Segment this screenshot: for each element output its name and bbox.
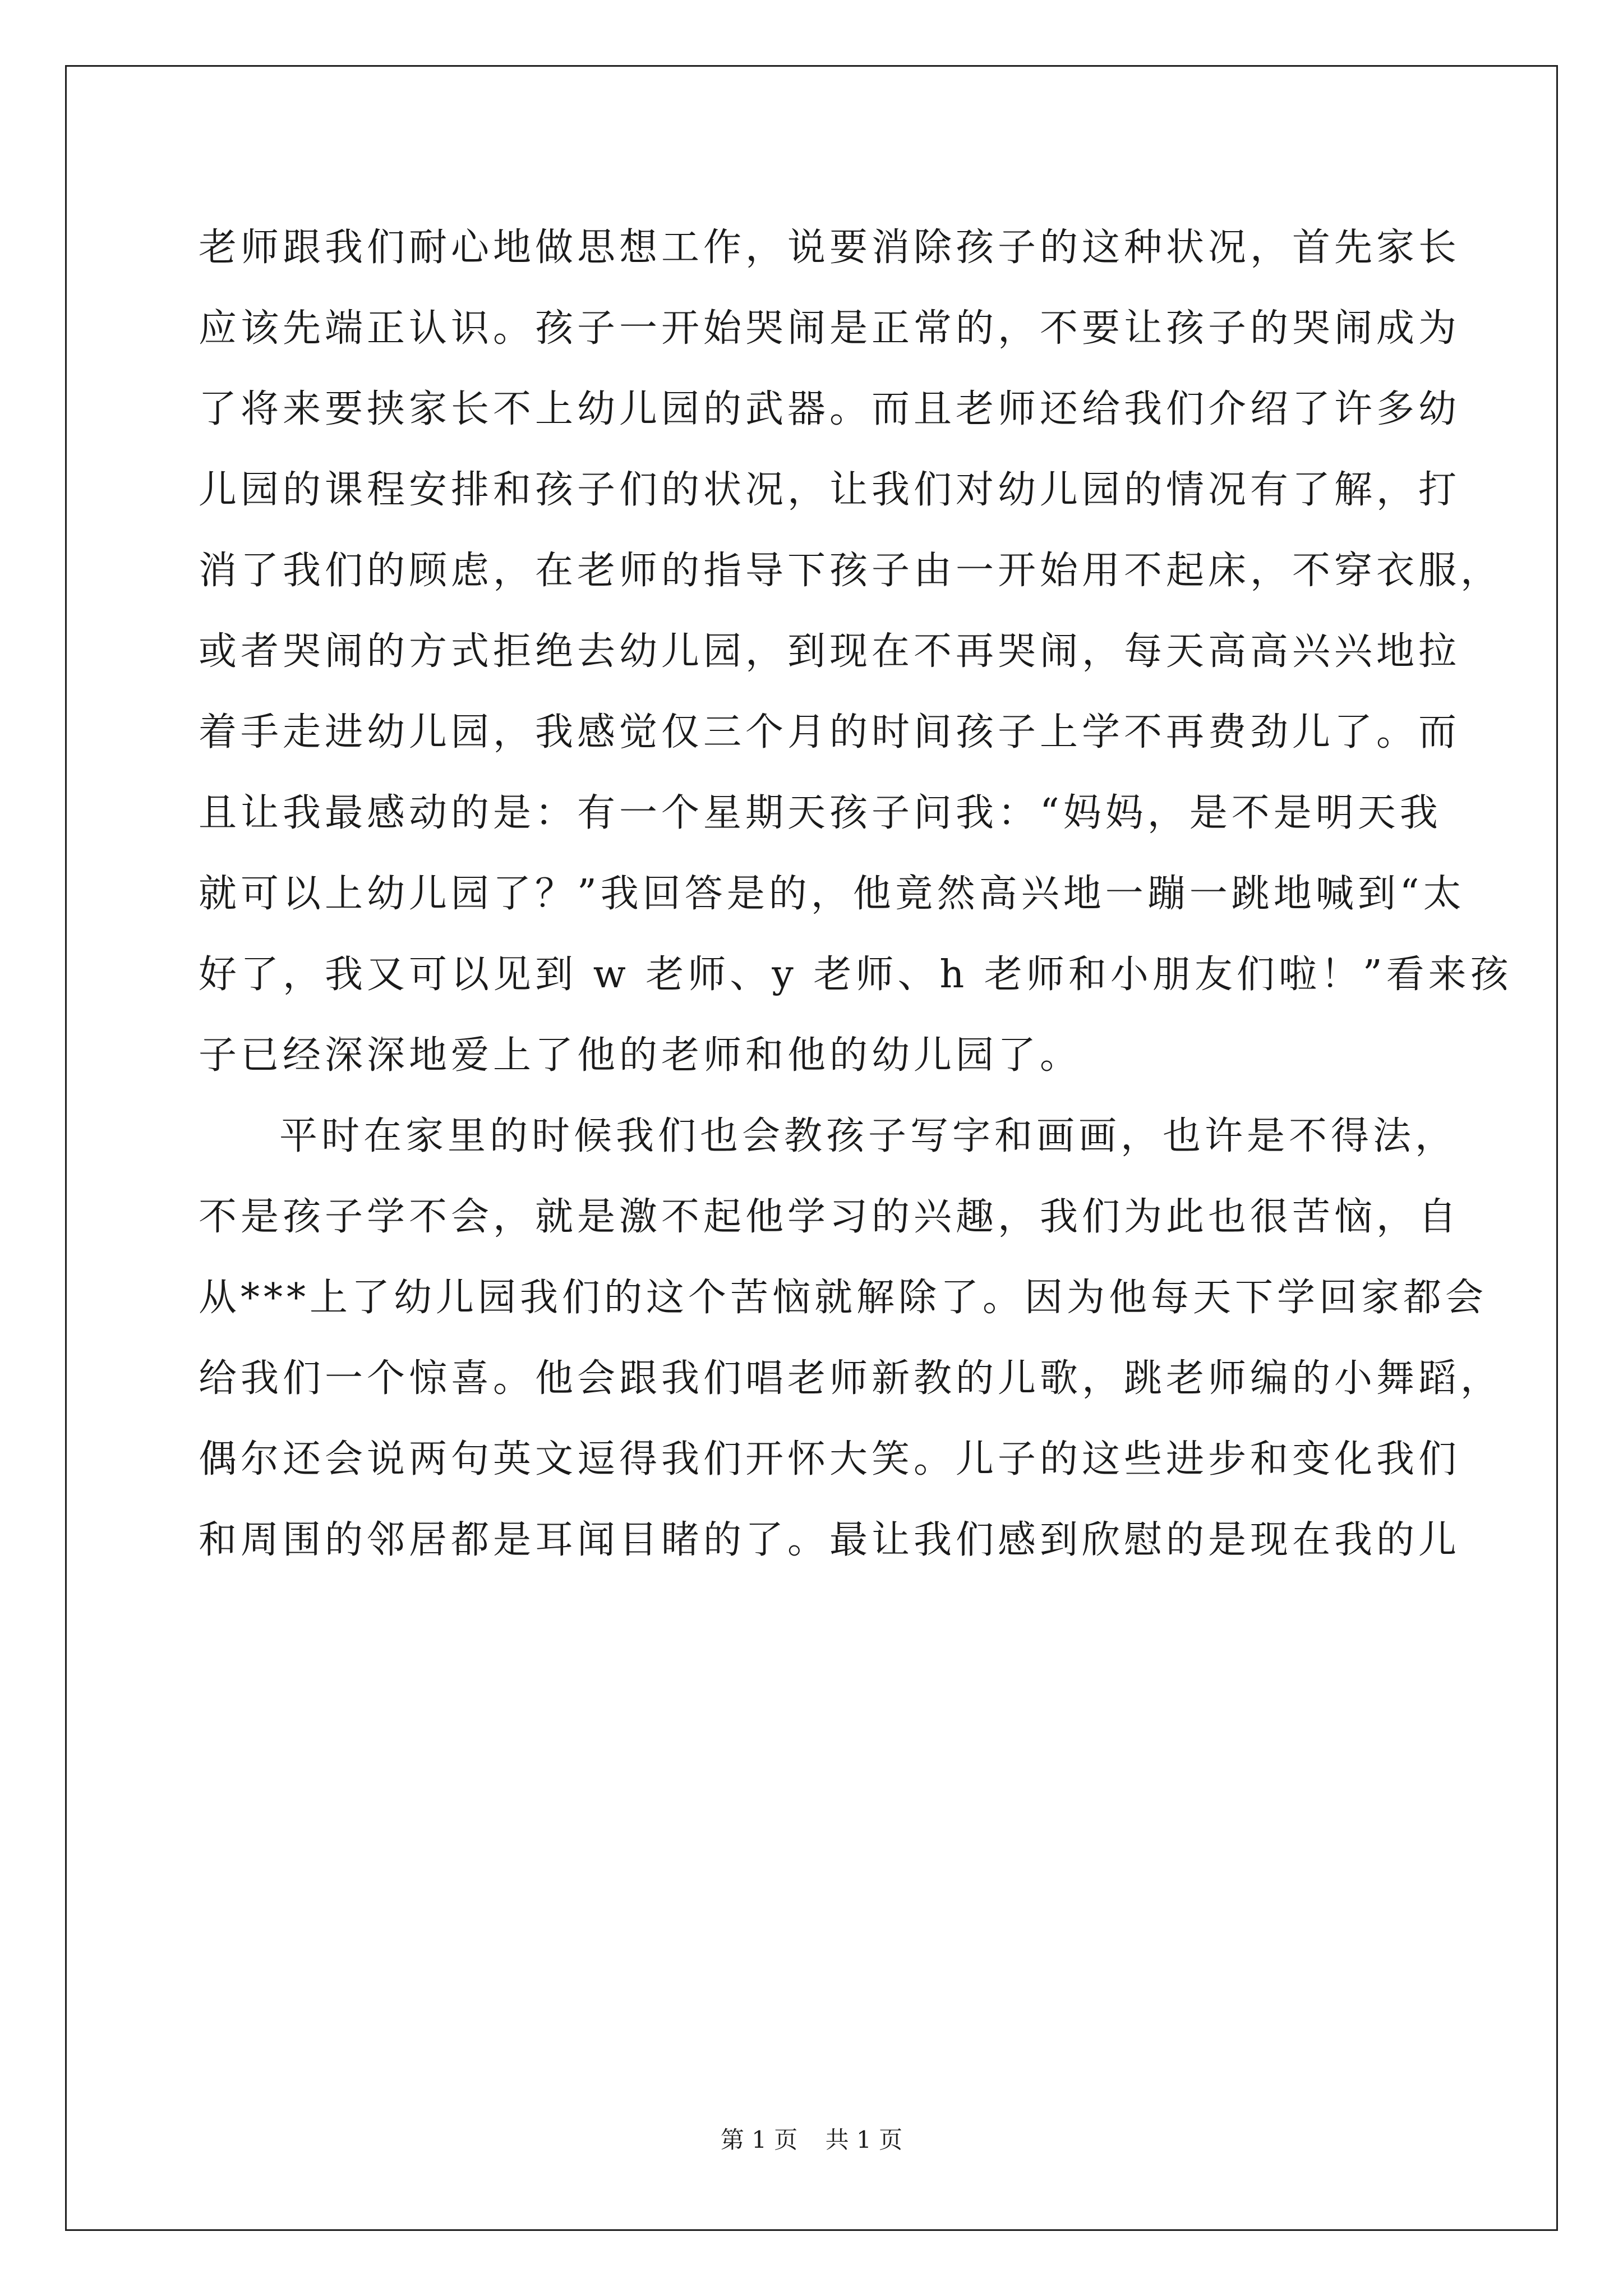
text-line: 且让我最感动的是：有一个星期天孩子问我：“妈妈，是不是明天我 [199, 791, 1442, 835]
text-line: 好了，我又可以见到 w 老师、y 老师、h 老师和小朋友们啦！”看来孩 [199, 953, 1513, 997]
text-line: 老师跟我们耐心地做思想工作，说要消除孩子的这种状况，首先家长 [199, 226, 1461, 270]
text-line: 或者哭闹的方式拒绝去幼儿园，到现在不再哭闹，每天高高兴兴地拉 [199, 629, 1461, 674]
page-number: 第 1 页 [720, 2126, 798, 2154]
text-line: 就可以上幼儿园了？”我回答是的，他竟然高兴地一蹦一跳地喊到“太 [199, 872, 1465, 916]
page-footer [0, 2123, 1623, 2157]
text-line: 和周围的邻居都是耳闻目睹的了。最让我们感到欣慰的是现在我的儿 [199, 1518, 1461, 1562]
text-line: 从***上了幼儿园我们的这个苦恼就解除了。因为他每天下学回家都会 [199, 1276, 1488, 1320]
text-line: 给我们一个惊喜。他会跟我们唱老师新教的儿歌，跳老师编的小舞蹈， [199, 1356, 1503, 1401]
text-line: 儿园的课程安排和孩子们的状况，让我们对幼儿园的情况有了解，打 [199, 468, 1461, 512]
page-total: 共 1 页 [825, 2126, 903, 2154]
text-line: 偶尔还会说两句英文逗得我们开怀大笑。儿子的这些进步和变化我们 [199, 1437, 1461, 1481]
document-body [199, 208, 1513, 1581]
text-line: 应该先端正认识。孩子一开始哭闹是正常的，不要让孩子的哭闹成为 [199, 306, 1461, 351]
text-line: 了将来要挟家长不上幼儿园的武器。而且老师还给我们介绍了许多幼 [199, 387, 1461, 431]
text-line: 着手走进幼儿园，我感觉仅三个月的时间孩子上学不再费劲儿了。而 [199, 710, 1461, 754]
text-line: 子已经深深地爱上了他的老师和他的幼儿园了。 [199, 1033, 1082, 1078]
text-line: 消了我们的顾虑，在老师的指导下孩子由一开始用不起床，不穿衣服， [199, 549, 1503, 593]
text-line: 不是孩子学不会，就是激不起他学习的兴趣，我们为此也很苦恼，自 [199, 1195, 1461, 1239]
paragraph-first-line: 平时在家里的时候我们也会教孩子写字和画画，也许是不得法， [279, 1114, 1458, 1158]
